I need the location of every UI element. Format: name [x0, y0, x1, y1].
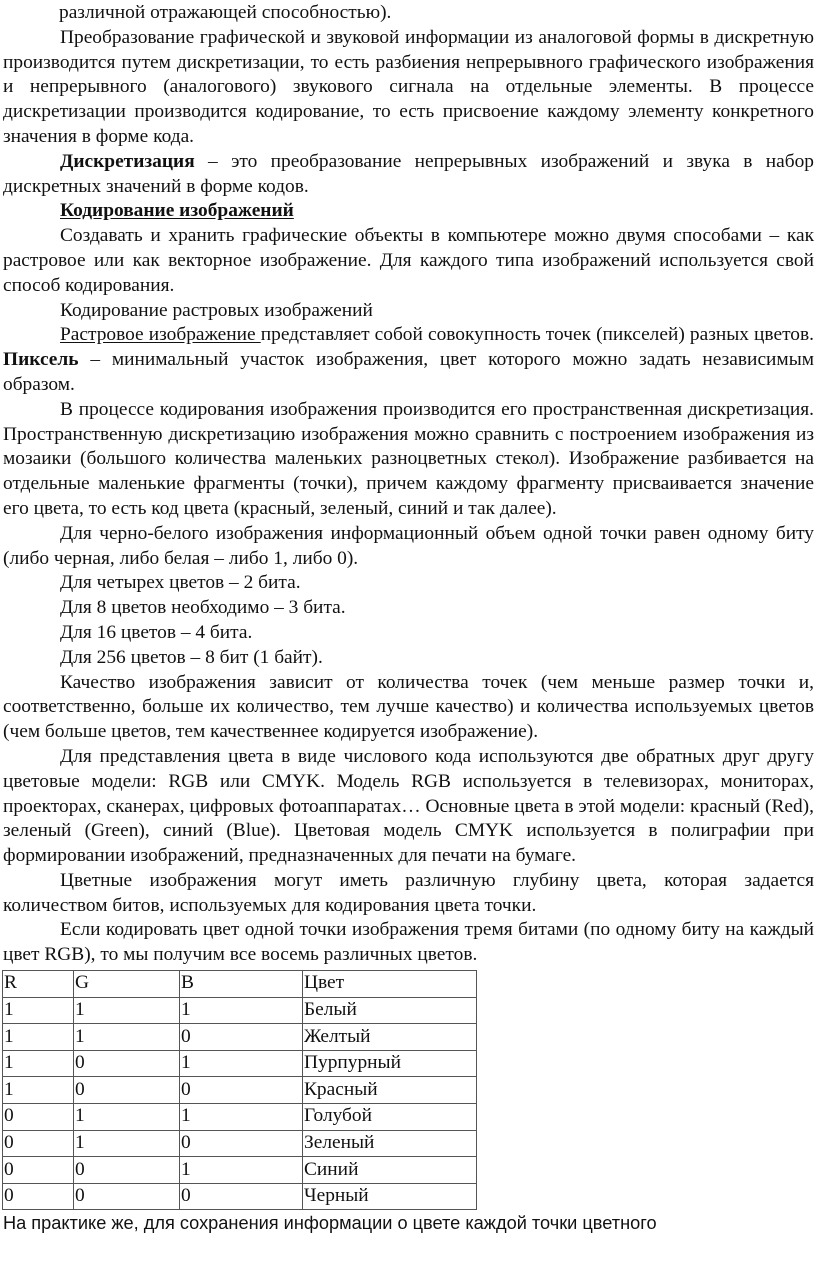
cell-r: 1 [3, 1050, 74, 1077]
paragraph-color-depth: Цветные изображения могут иметь различную глубину цвета, которая задается количеством битов, используемых для кодирования цвета точки. [3, 869, 814, 916]
cell-r: 0 [3, 1104, 74, 1131]
cell-r: 0 [3, 1183, 74, 1210]
line-four-colors: Для четырех цветов – 2 бита. [60, 572, 301, 594]
table-row [3, 1050, 477, 1077]
cell-b: 1 [180, 1104, 303, 1131]
paragraph-discretization-definition [3, 150, 814, 200]
paragraph-image-quality: Качество изображения зависит от количества точек (чем меньше размер точки и, соответственно, больше их количество, тем лучше качество) и количества используемых цветов (чем больше цветов, тем качественнее кодируется изображение). [3, 671, 814, 743]
cell-r: 1 [3, 1024, 74, 1051]
cell-r: 0 [3, 1157, 74, 1184]
table-row [3, 1183, 477, 1210]
cell-g: 1 [74, 1104, 180, 1131]
cell-color-name: Белый [303, 997, 477, 1024]
cell-g: 0 [74, 1077, 180, 1104]
paragraph-three-bits: Если кодировать цвет одной точки изображения тремя битами (по одному биту на каждый цвет RGB), то мы получим все восемь различных цветов. [3, 919, 814, 966]
cell-color-name: Желтый [303, 1024, 477, 1051]
cell-b: 0 [180, 1077, 303, 1104]
header-cell-b: B [180, 971, 303, 998]
cell-g: 0 [74, 1183, 180, 1210]
paragraph-color-models: Для представления цвета в виде числового кода используются две обратных друг другу цветовые модели: RGB или CMYK. Модель RGB используется в телевизорах, мониторах, проекторах, сканерах, цифровых фотоаппаратах… Основные цвета в этой модели: красный (Red), зеленый (Green), синий (Blue). Цветовая модель CMYK используется в полиграфии при формировании изображений, предназначенных для печати на бумаге. [3, 745, 814, 867]
paragraph-storage-methods: Создавать и хранить графические объекты в компьютере можно двумя способами – как растровое или как векторное изображение. Для каждого типа изображений используется свой способ кодирования. [3, 225, 814, 296]
table-row [3, 1104, 477, 1131]
paragraph-practice-start: На практике же, для сохранения информации о цвете каждой точки цветного [3, 1213, 657, 1234]
paragraph-spatial-discretization: В процессе кодирования изображения производится его пространственная дискретизация. Пространственную дискретизацию изображения можно сравнить с построением изображения из мозаики (большого количества маленьких разноцветных стекол). Изображение разбивается на отдельные маленькие фрагменты (точки), причем каждому фрагменту присваивается значение его цвета, то есть код цвета (красный, зеленый, синий и так далее). [3, 398, 814, 519]
cell-b: 1 [180, 997, 303, 1024]
cell-r: 0 [3, 1130, 74, 1157]
table-row [3, 1077, 477, 1104]
rgb-color-table [2, 970, 477, 1210]
cell-g: 1 [74, 1024, 180, 1051]
line-sixteen-colors: Для 16 цветов – 4 бита. [60, 621, 253, 643]
cell-g: 1 [74, 1130, 180, 1157]
cell-color-name: Голубой [303, 1104, 477, 1131]
paragraph-conversion: Преобразование графической и звуковой информации из аналоговой формы в дискретную производится путем дискретизации, то есть разбиения непрерывного графического изображения и непрерывного (аналогового) звукового сигнала на отдельные элементы. В процессе дискретизации производится кодирование, то есть присвоение каждому элементу конкретного значения в форме кода. [3, 26, 814, 147]
line-256-colors: Для 256 цветов – 8 бит (1 байт). [60, 646, 323, 668]
cell-g: 0 [74, 1157, 180, 1184]
cell-color-name: Пурпурный [303, 1050, 477, 1077]
cell-b: 1 [180, 1157, 303, 1184]
header-cell-g: G [74, 971, 180, 998]
cell-r: 1 [3, 1077, 74, 1104]
table-row [3, 997, 477, 1024]
cell-color-name: Красный [303, 1077, 477, 1104]
cell-color-name: Черный [303, 1183, 477, 1210]
term-raster-image: Растровое изображение [60, 324, 261, 346]
header-cell-color: Цвет [303, 971, 477, 998]
term-discretization: Дискретизация [60, 150, 195, 172]
rgb-table-body [3, 971, 477, 1210]
table-row [3, 1024, 477, 1051]
raster-definition-text: представляет собой совокупность точек (пикселей) разных цветов. [260, 324, 814, 346]
subheading-raster-coding: Кодирование растровых изображений [60, 299, 373, 321]
cell-g: 1 [74, 997, 180, 1024]
section-heading-image-coding [3, 199, 814, 224]
line-eight-colors: Для 8 цветов необходимо – 3 бита. [60, 597, 346, 619]
cell-color-name: Синий [303, 1157, 477, 1184]
table-header-row [3, 971, 477, 998]
term-pixel: Пиксель [3, 349, 79, 371]
definition-text: – это преобразование непрерывных изображений и звука в набор дискретных значений в форме кодов. [3, 150, 814, 197]
cell-b: 1 [180, 1050, 303, 1077]
header-cell-r: R [3, 971, 74, 998]
cell-r: 1 [3, 997, 74, 1024]
table-row [3, 1130, 477, 1157]
pixel-definition-text: – минимальный участок изображения, цвет которого можно задать независимым образом. [3, 349, 814, 395]
cell-b: 0 [180, 1130, 303, 1157]
paragraph-bw-image: Для черно-белого изображения информационный объем одной точки равен одному биту (либо черная, либо белая – либо 1, либо 0). [3, 522, 814, 569]
cell-b: 0 [180, 1183, 303, 1210]
heading-text: Кодирование изображений [60, 200, 294, 222]
table-row [3, 1157, 477, 1184]
cell-color-name: Зеленый [303, 1130, 477, 1157]
cell-b: 0 [180, 1024, 303, 1051]
paragraph-raster-definition [3, 323, 814, 397]
paragraph-continuation: различной отражающей способностью). [59, 2, 392, 23]
cell-g: 0 [74, 1050, 180, 1077]
